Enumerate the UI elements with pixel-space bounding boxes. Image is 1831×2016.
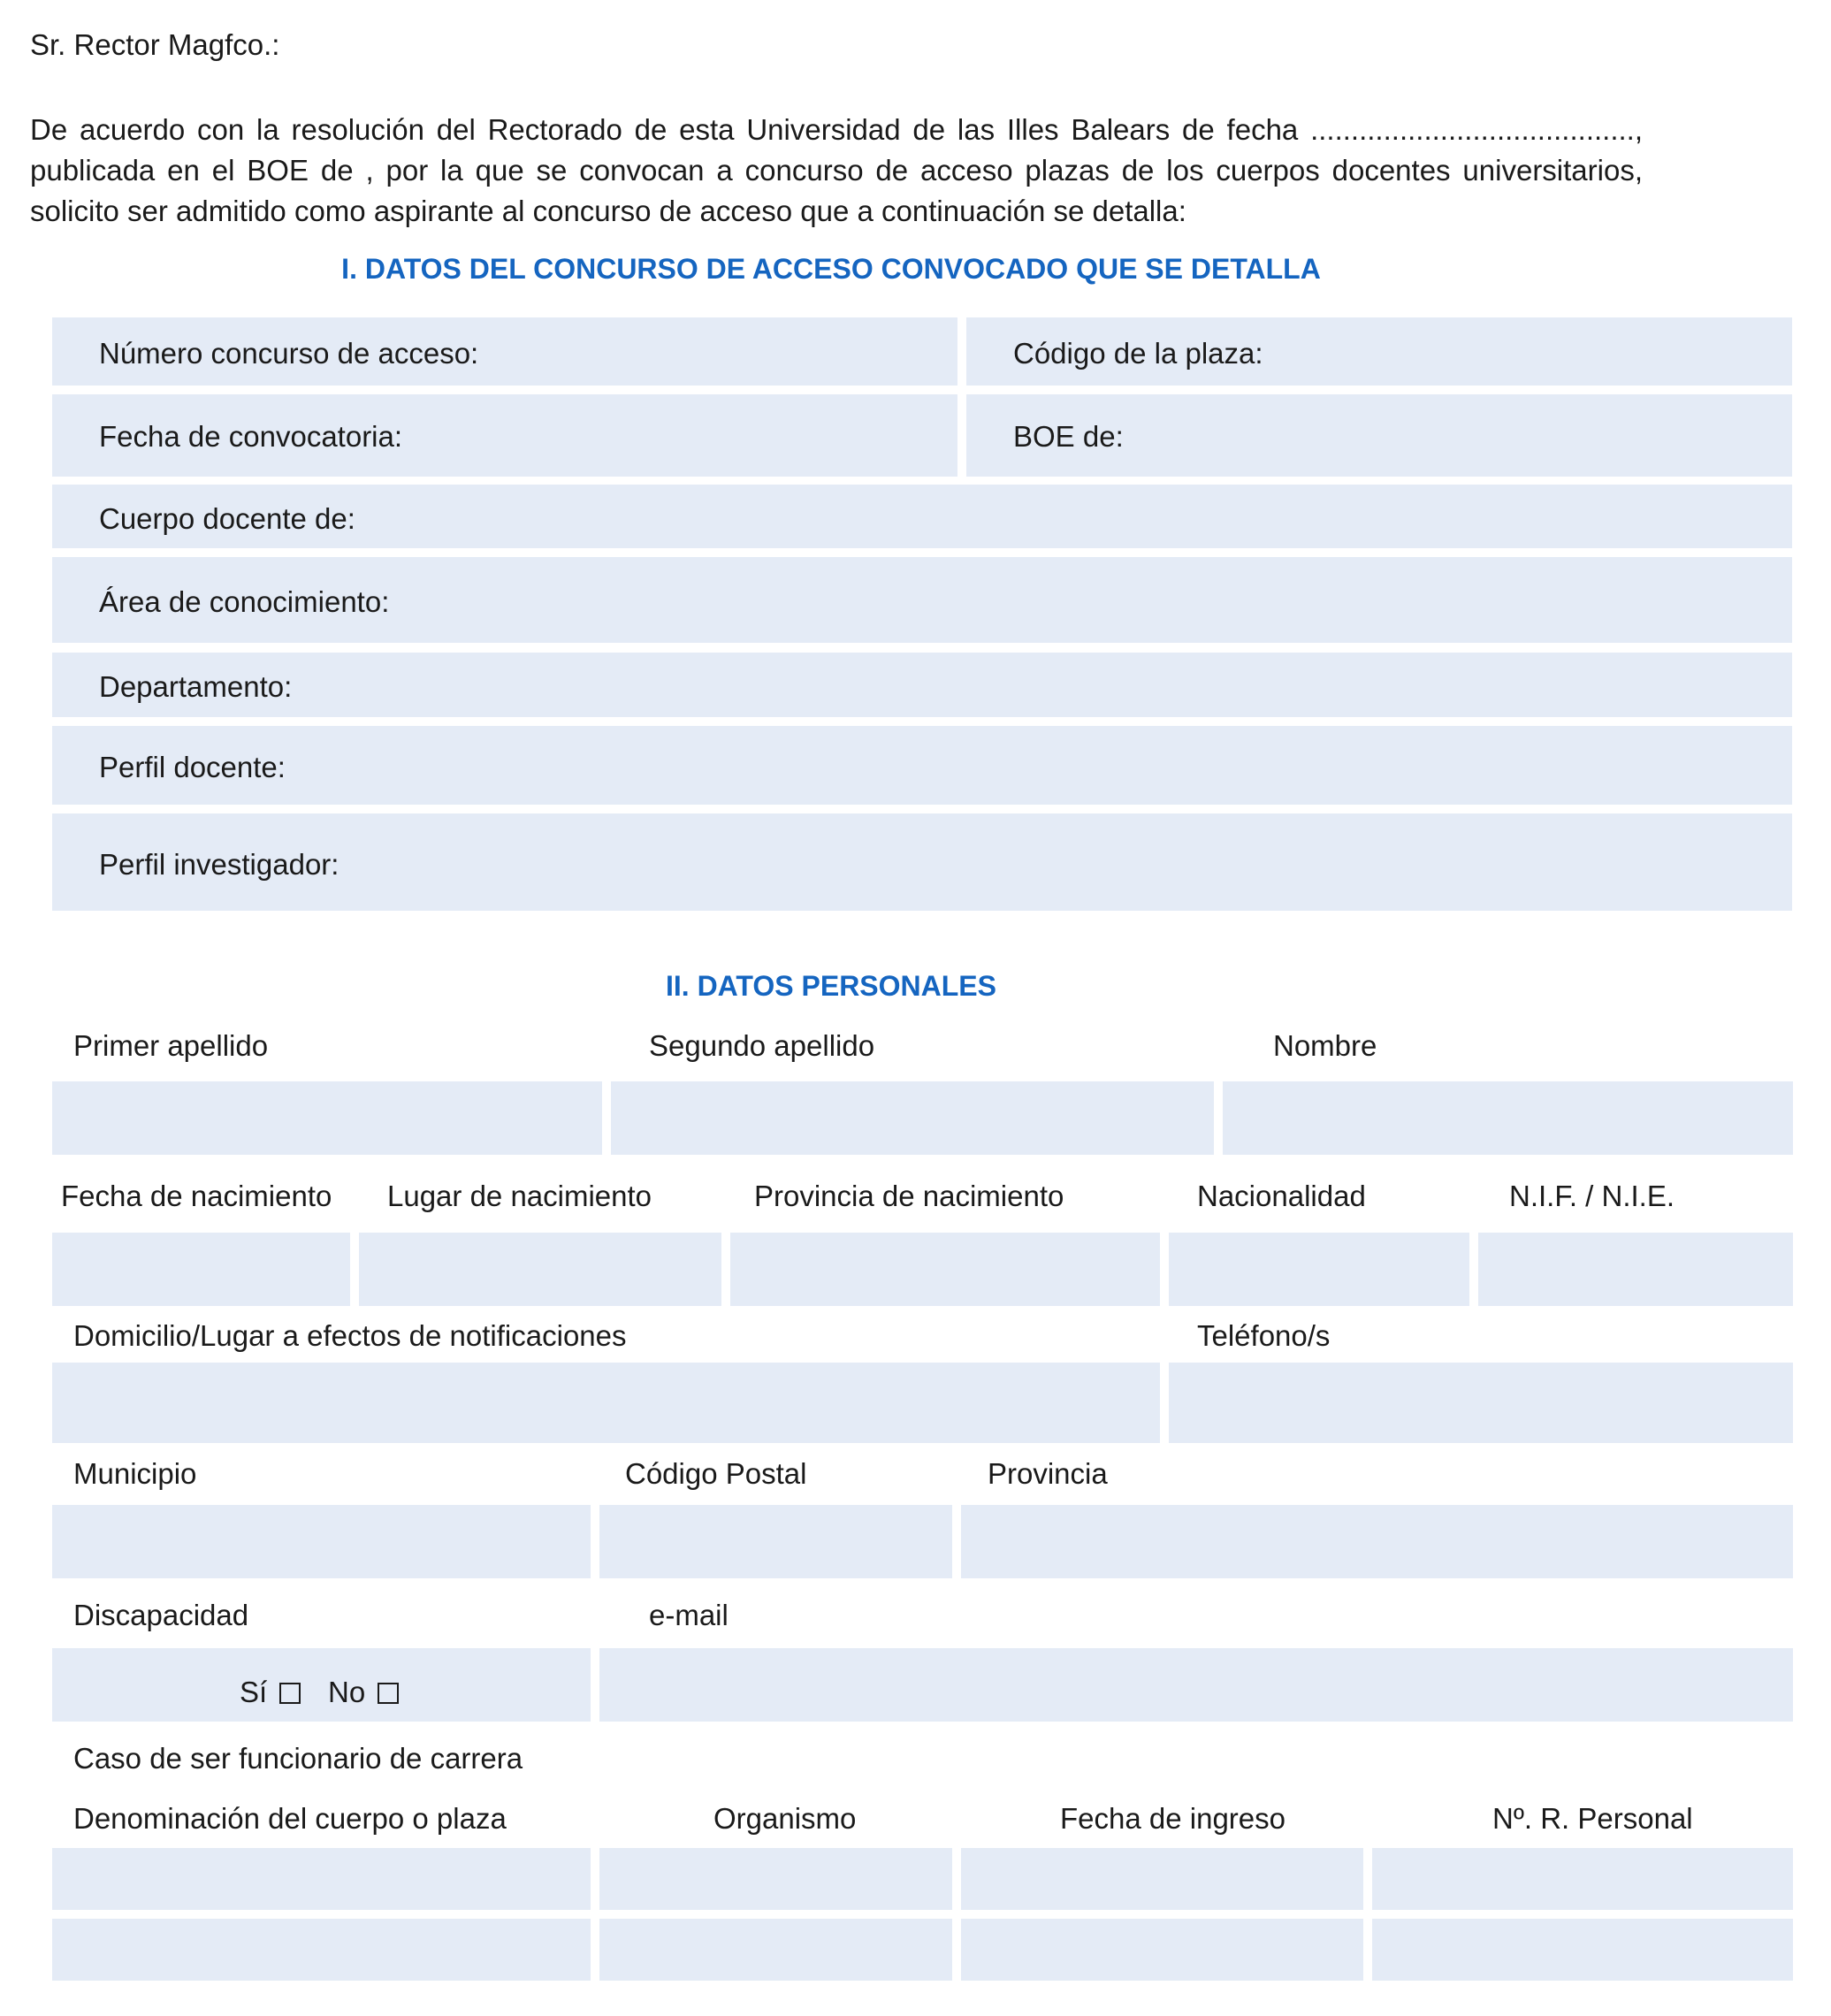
area-conocimiento-label: Área de conocimiento: — [99, 585, 390, 618]
lugar-nacimiento-input[interactable] — [359, 1233, 721, 1306]
no-checkbox[interactable] — [378, 1683, 399, 1704]
section-2-title: II. DATOS PERSONALES — [666, 970, 996, 1002]
nombre-label: Nombre — [1273, 1029, 1377, 1062]
provincia-nacimiento-input[interactable] — [730, 1233, 1160, 1306]
fecha-ingreso-input-2[interactable] — [961, 1919, 1363, 1981]
telefono-label: Teléfono/s — [1197, 1319, 1331, 1352]
municipio-label: Municipio — [73, 1457, 197, 1490]
nombre-input[interactable] — [1223, 1081, 1793, 1155]
si-checkbox[interactable] — [279, 1683, 301, 1704]
nacionalidad-input[interactable] — [1169, 1233, 1469, 1306]
discapacidad-field — [52, 1648, 591, 1722]
municipio-input[interactable] — [52, 1505, 591, 1578]
perfil-docente-label: Perfil docente: — [99, 751, 286, 783]
intro-line-1: De acuerdo con la resolución del Rectorado de esta Universidad de las Illes Balears de fecha ........................................, — [30, 113, 1643, 146]
fecha-nacimiento-label: Fecha de nacimiento — [61, 1180, 332, 1212]
fecha-nacimiento-input[interactable] — [52, 1233, 350, 1306]
organismo-input-2[interactable] — [599, 1919, 952, 1981]
numero-concurso-label: Número concurso de acceso: — [99, 337, 479, 370]
organismo-label: Organismo — [713, 1802, 857, 1835]
si-label: Sí — [240, 1676, 268, 1708]
intro-paragraph — [30, 110, 1643, 232]
nrp-input-2[interactable] — [1372, 1919, 1793, 1981]
email-input[interactable] — [599, 1648, 1793, 1722]
lugar-nacimiento-label: Lugar de nacimiento — [387, 1180, 652, 1212]
segundo-apellido-input[interactable] — [611, 1081, 1214, 1155]
nrp-input-1[interactable] — [1372, 1848, 1793, 1910]
boe-label: BOE de: — [1013, 420, 1124, 453]
fecha-ingreso-label: Fecha de ingreso — [1060, 1802, 1286, 1835]
nif-input[interactable] — [1478, 1233, 1793, 1306]
codigo-postal-label: Código Postal — [625, 1457, 807, 1490]
perfil-docente-field[interactable] — [52, 726, 1792, 805]
email-label: e-mail — [649, 1599, 729, 1631]
segundo-apellido-label: Segundo apellido — [649, 1029, 875, 1062]
section-1-title: I. DATOS DEL CONCURSO DE ACCESO CONVOCADO QUE SE DETALLA — [341, 253, 1321, 285]
perfil-investigador-label: Perfil investigador: — [99, 848, 339, 881]
discapacidad-si-option[interactable] — [240, 1677, 301, 1707]
no-label: No — [328, 1676, 366, 1708]
fecha-convocatoria-label: Fecha de convocatoria: — [99, 420, 403, 453]
codigo-postal-input[interactable] — [599, 1505, 952, 1578]
primer-apellido-input[interactable] — [52, 1081, 602, 1155]
organismo-input-1[interactable] — [599, 1848, 952, 1910]
codigo-plaza-label: Código de la plaza: — [1013, 337, 1263, 370]
provincia-input[interactable] — [961, 1505, 1793, 1578]
discapacidad-label: Discapacidad — [73, 1599, 249, 1631]
fecha-ingreso-input-1[interactable] — [961, 1848, 1363, 1910]
provincia-nacimiento-label: Provincia de nacimiento — [754, 1180, 1064, 1212]
nacionalidad-label: Nacionalidad — [1197, 1180, 1366, 1212]
domicilio-input[interactable] — [52, 1363, 1160, 1443]
discapacidad-no-option[interactable] — [328, 1677, 399, 1707]
denominacion-input-2[interactable] — [52, 1919, 591, 1981]
provincia-label: Provincia — [988, 1457, 1108, 1490]
domicilio-label: Domicilio/Lugar a efectos de notificaciones — [73, 1319, 627, 1352]
primer-apellido-label: Primer apellido — [73, 1029, 269, 1062]
cuerpo-docente-label: Cuerpo docente de: — [99, 502, 355, 535]
salutation: Sr. Rector Magfco.: — [30, 28, 280, 61]
funcionario-label: Caso de ser funcionario de carrera — [73, 1742, 523, 1775]
telefono-input[interactable] — [1169, 1363, 1793, 1443]
denominacion-label: Denominación del cuerpo o plaza — [73, 1802, 507, 1835]
intro-line-3: solicito ser admitido como aspirante al concurso de acceso que a continuación se detalla: — [30, 195, 1186, 227]
departamento-label: Departamento: — [99, 670, 293, 703]
denominacion-input-1[interactable] — [52, 1848, 591, 1910]
nrp-label: Nº. R. Personal — [1492, 1802, 1693, 1835]
departamento-field[interactable] — [52, 653, 1792, 717]
intro-line-2: publicada en el BOE de , por la que se convocan a concurso de acceso plazas de los cuerpos docentes universitarios, — [30, 154, 1643, 187]
nif-label: N.I.F. / N.I.E. — [1509, 1180, 1675, 1212]
